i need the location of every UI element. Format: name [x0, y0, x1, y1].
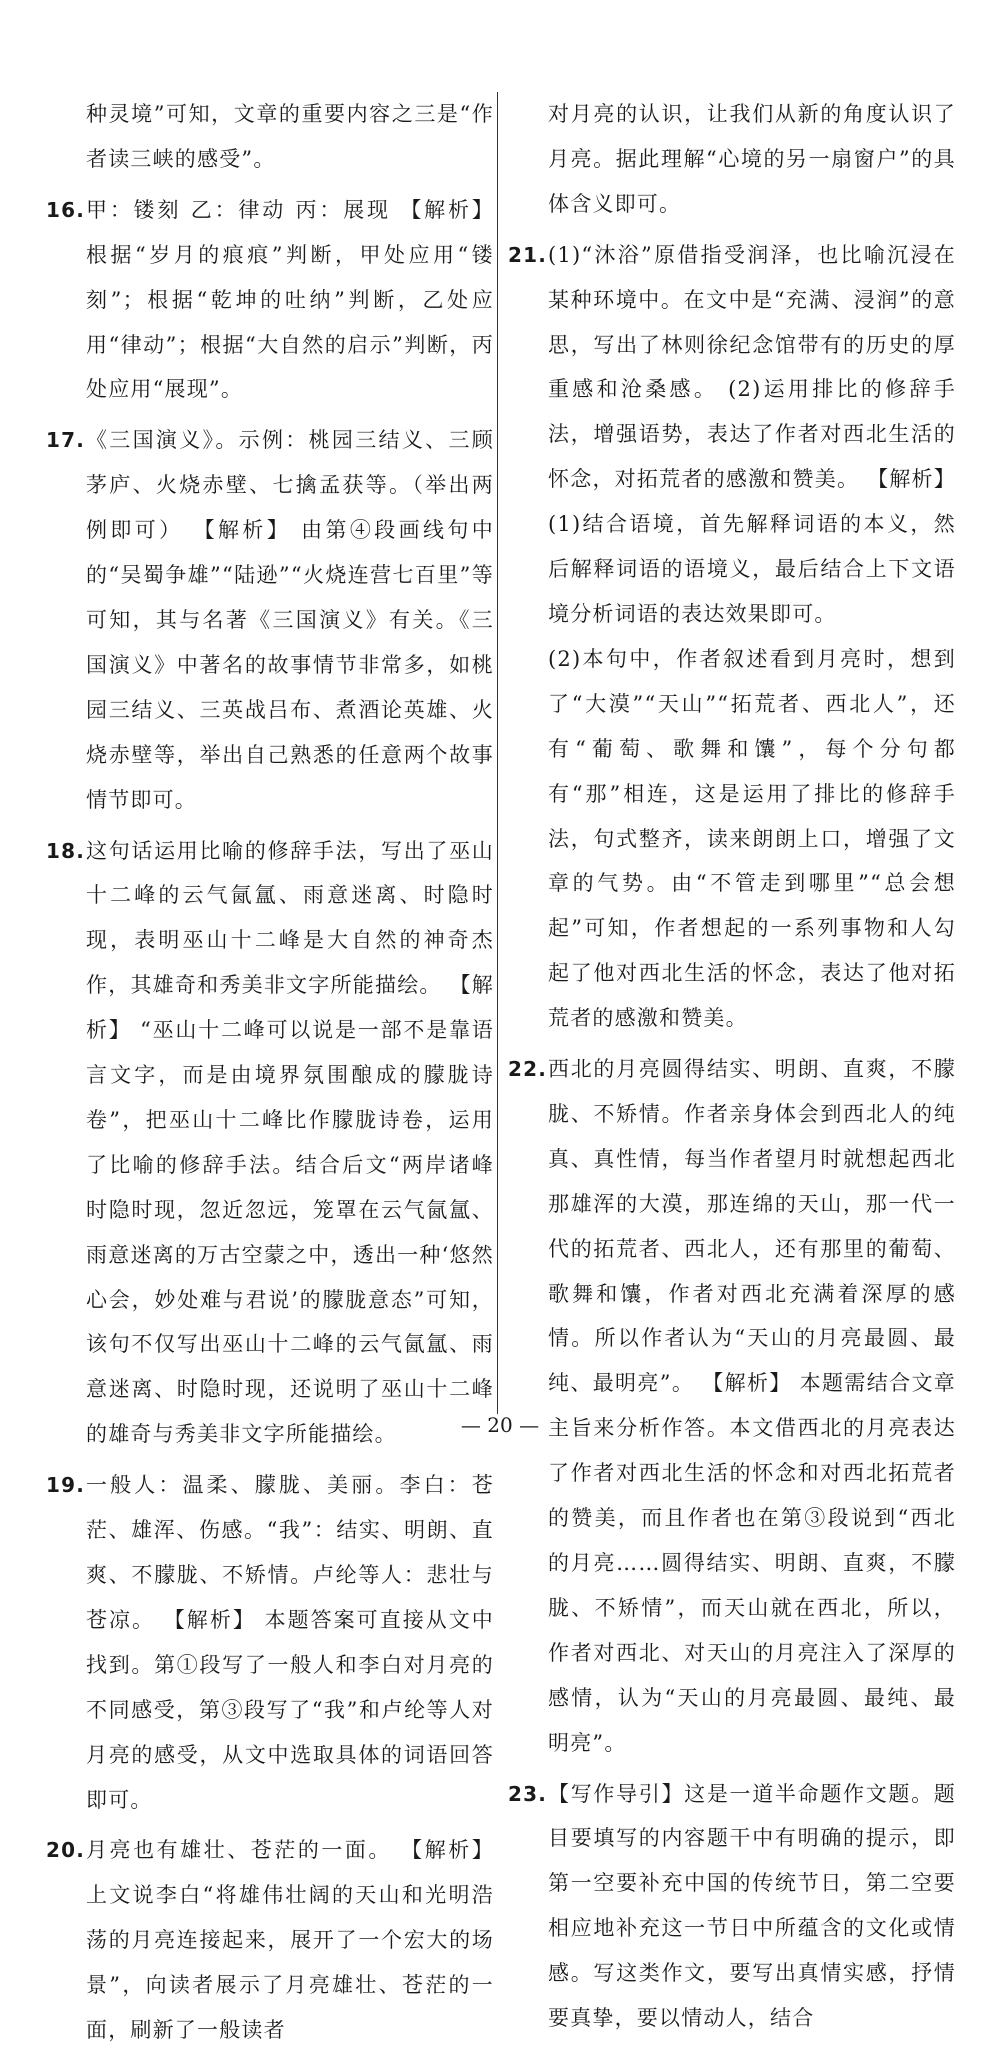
- column-divider: [497, 92, 498, 1414]
- answer-text: (1)“沐浴”原借指受润泽，也比喻沉浸在某种环境中。在文中是“充满、浸润”的意思，写出了林则徐纪念馆带有的历史的厚重感和沧桑感。 (2)运用排比的修辞手法，增强语势，表达了作者对西北生活的怀念，对拓荒者的感激和赞美。 【解析】 (1)结合语境，首先解释词语的本义，然后解释词语的语境义，最后结合上下文语境分析词语的表达效果即可。: [548, 242, 956, 626]
- answer-text: 月亮也有雄壮、苍茫的一面。 【解析】 上文说李白“将雄伟壮阔的天山和光明浩荡的月亮连接起来，展开了一个宏大的场景”，向读者展示了月亮雄壮、苍茫的一面，刷新了一般读者: [86, 1838, 494, 2043]
- intro-continuation: 种灵境”可知，文章的重要内容之三是“作者读三峡的感受”。: [86, 102, 494, 171]
- answer-23: [508, 1772, 956, 2041]
- answer-17: [46, 418, 494, 822]
- answer-text: 这句话运用比喻的修辞手法，写出了巫山十二峰的云气氤氲、雨意迷离、时隐时现，表明巫山十二峰是大自然的神奇杰作，其雄奇和秀美非文字所能描绘。 【解析】 “巫山十二峰可以说是一部不是靠语言文字，而是由境界氛围酿成的朦胧诗卷”，把巫山十二峰比作朦胧诗卷，运用了比喻的修辞手法。结合后文“两岸诸峰时隐时现，忽近忽远，笼罩在云气氤氲、雨意迷离的万古空蒙之中，透出一种‘悠然心会，妙处难与君说’的朦胧意态”可知，该句不仅写出巫山十二峰的云气氤氲、雨意迷离、时隐时现，还说明了巫山十二峰的雄奇与秀美非文字所能描绘。: [86, 838, 494, 1447]
- answer-16: [46, 188, 494, 413]
- answer-18: [46, 829, 494, 1458]
- answer-text: 一般人：温柔、朦胧、美丽。李白：苍茫、雄浑、伤感。“我”：结实、明朗、直爽、不朦胧、不矫情。卢纶等人：悲壮与苍凉。 【解析】 本题答案可直接从文中找到。第①段写了一般人和李白对月亮的不同感受，第③段写了“我”和卢纶等人对月亮的感受，从文中选取具体的词语回答即可。: [86, 1473, 494, 1812]
- answer-number: 22.: [508, 1057, 548, 1082]
- answer-text: 西北的月亮圆得结实、明朗、直爽，不朦胧、不矫情。作者亲身体会到西北人的纯真、真性情，每当作者望月时就想起西北那雄浑的大漠，那连绵的天山，那一代一代的拓荒者、西北人，还有那里的葡萄、歌舞和馕，作者对西北充满着深厚的感情。所以作者认为“天山的月亮最圆、最纯、最明亮”。 【解析】 本题需结合文章主旨来分析作答。本文借西北的月亮表达了作者对西北生活的怀念和对西北拓荒者的赞美，而且作者也在第③段说到“西北的月亮……圆得结实、明朗、直爽，不朦胧、不矫情”，而天山就在西北，所以，作者对西北、对天山的月亮注入了深厚的感情，认为“天山的月亮最圆、最纯、最明亮”。: [548, 1057, 956, 1755]
- answer-number: 20.: [46, 1838, 86, 1863]
- answer-text: 《三国演义》。示例：桃园三结义、三顾茅庐、火烧赤壁、七擒孟获等。（举出两例即可） 【解析】 由第④段画线句中的“吴蜀争雄”“陆逊”“火烧连营七百里”等可知，其与名著《三国演义》有关。《三国演义》中著名的故事情节非常多，如桃园三结义、三英战吕布、煮酒论英雄、火烧赤壁等，举出自己熟悉的任意两个故事情节即可。: [86, 428, 494, 812]
- answer-20: [46, 1828, 494, 2053]
- right-column: [508, 92, 956, 2047]
- answer-number: 16.: [46, 197, 86, 222]
- left-column: [46, 92, 494, 2059]
- answer-21-part2: (2)本句中，作者叙述看到月亮时，想到了“大漠”“天山”“拓荒者、西北人”，还有“葡萄、歌舞和馕”，每个分句都有“那”相连，这是运用了排比的修辞手法，句式整齐，读来朗朗上口，增强了文章的气势。由“不管走到哪里”“总会想起”可知，作者想起的一系列事物和人勾起了他对西北生活的怀念，表达了他对拓荒者的感激和赞美。: [548, 646, 956, 1031]
- answer-number: 23.: [508, 1781, 548, 1806]
- answer-19: [46, 1463, 494, 1822]
- answer-text: 甲：镂刻 乙：律动 丙：展现 【解析】 根据“岁月的痕痕”判断，甲处应用“镂刻”；根据“乾坤的吐纳”判断，乙处应用“律动”；根据“大自然的启示”判断，丙处应用“展现”。: [86, 197, 494, 402]
- answer-number: 21.: [508, 242, 548, 267]
- answer-number: 17.: [46, 428, 86, 453]
- answer-number: 18.: [46, 838, 86, 863]
- answer-21: [508, 233, 956, 637]
- answer-number: 19.: [46, 1473, 86, 1498]
- page-number: — 20 —: [460, 1413, 540, 1437]
- answer-20-continuation: 对月亮的认识，让我们从新的角度认识了月亮。据此理解“心境的另一扇窗户”的具体含义即可。: [548, 102, 956, 216]
- answer-22: [508, 1047, 956, 1766]
- answer-text: 【写作导引】这是一道半命题作文题。题目要填写的内容题干中有明确的提示，即第一空要补充中国的传统节日，第二空要相应地补充这一节日中所蕴含的文化或情感。写这类作文，要写出真情实感，抒情要真挚，要以情动人，结合: [548, 1781, 956, 2031]
